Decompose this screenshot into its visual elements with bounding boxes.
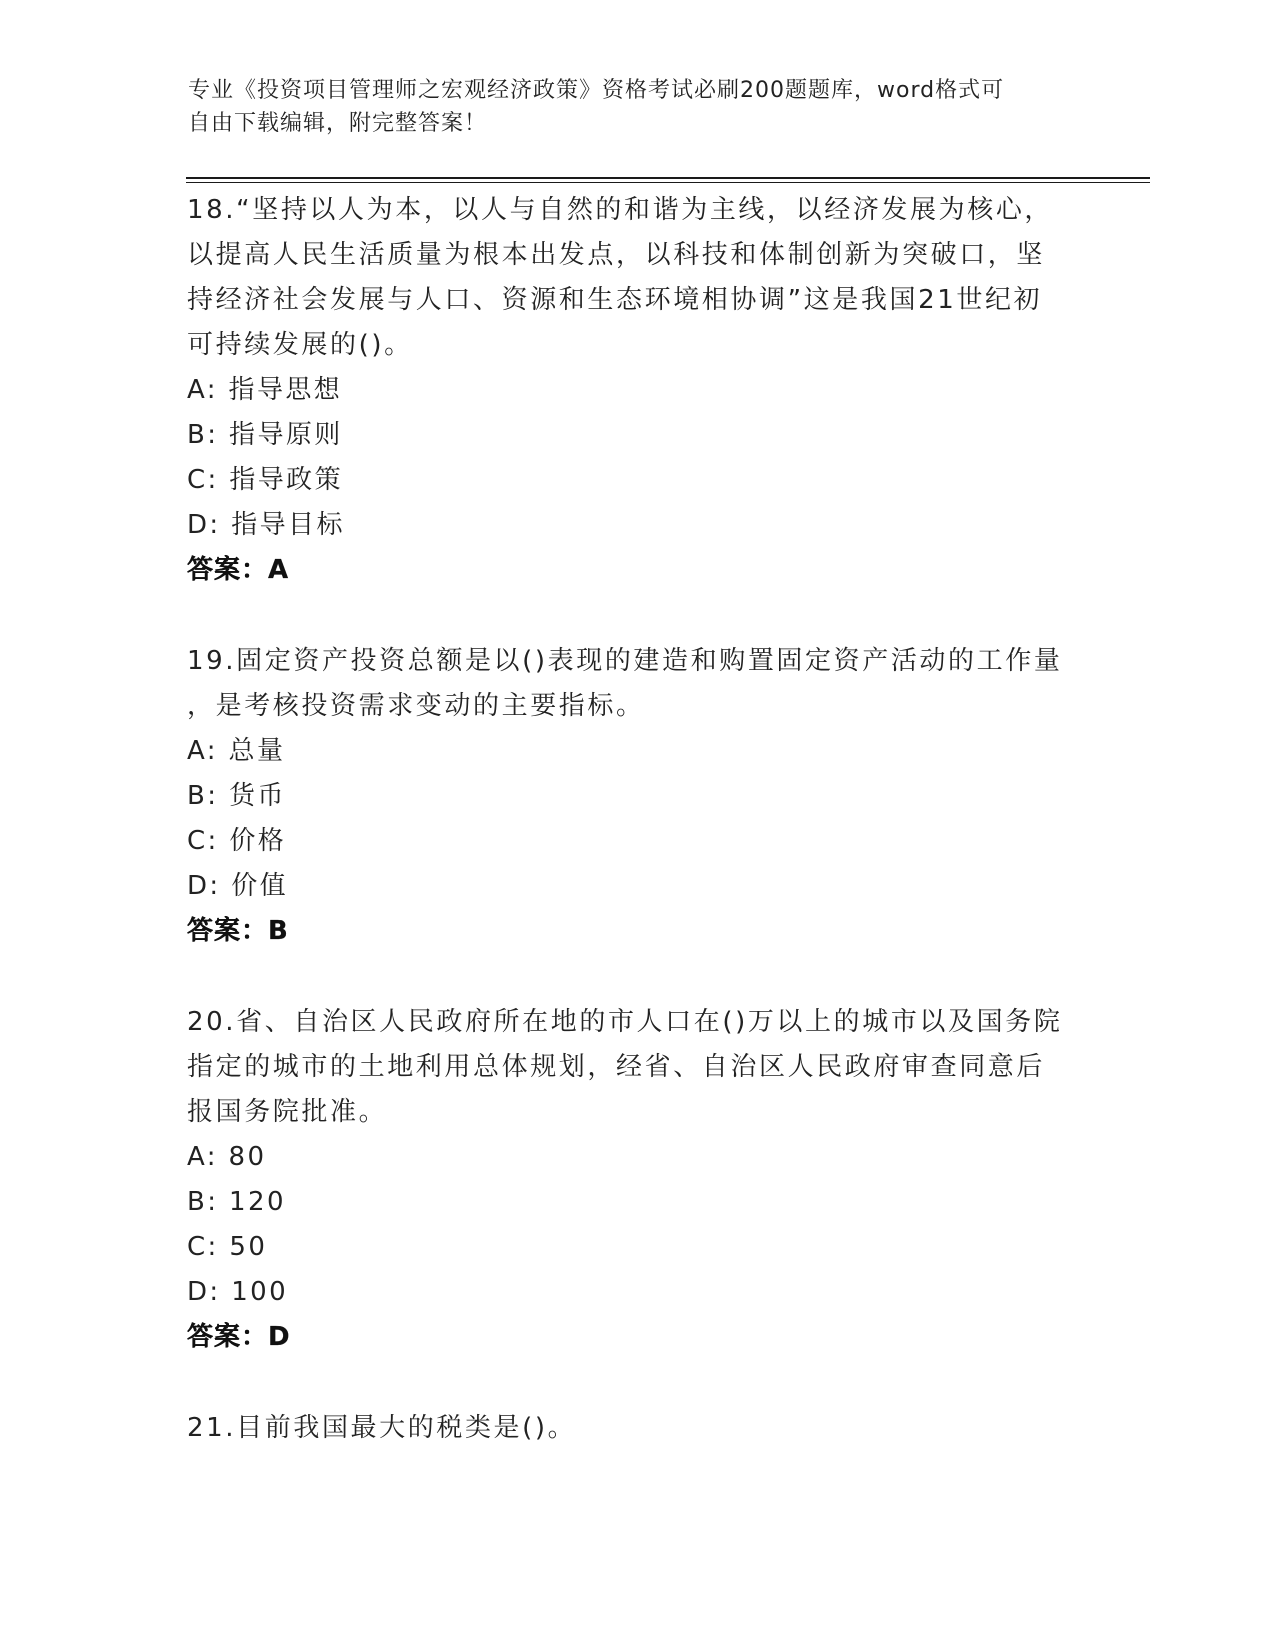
stem-line: 19.固定资产投资总额是以()表现的建造和购置固定资产活动的工作量	[187, 646, 1063, 676]
header-line-1: 专业《投资项目管理师之宏观经济政策》资格考试必刷200题题库，word格式可	[188, 78, 1005, 103]
option-d: D: 100	[187, 1277, 289, 1307]
question-21	[187, 1406, 1087, 1451]
stem-line: 指定的城市的土地利用总体规划，经省、自治区人民政府审查同意后	[187, 1052, 1046, 1082]
question-18	[187, 188, 1087, 593]
question-stem	[187, 1000, 1087, 1135]
spacer	[187, 593, 1087, 639]
option-a: A: 总量	[187, 736, 286, 766]
spacer	[187, 1360, 1087, 1406]
option-c: C: 价格	[187, 826, 287, 856]
header-rule-thin	[186, 182, 1150, 183]
option-a: A: 指导思想	[187, 375, 343, 405]
option-c: C: 指导政策	[187, 465, 343, 495]
option-b: B: 货币	[187, 781, 286, 811]
stem-line: 可持续发展的()。	[187, 330, 413, 360]
stem-line: 持经济社会发展与人口、资源和生态环境相协调”这是我国21世纪初	[187, 285, 1043, 315]
stem-line: 报国务院批准。	[187, 1097, 388, 1127]
option-d: D: 指导目标	[187, 510, 345, 540]
header-rule-thick	[186, 177, 1150, 179]
question-stem	[187, 188, 1087, 368]
question-list	[187, 188, 1087, 1451]
answer-line: 答案：D	[187, 1322, 291, 1352]
stem-line: 以提高人民生活质量为根本出发点，以科技和体制创新为突破口，坚	[187, 240, 1046, 270]
option-b: B: 指导原则	[187, 420, 343, 450]
stem-line: 20.省、自治区人民政府所在地的市人口在()万以上的城市以及国务院	[187, 1007, 1063, 1037]
answer-line: 答案：B	[187, 916, 289, 946]
option-d: D: 价值	[187, 871, 289, 901]
question-20	[187, 1000, 1087, 1360]
spacer	[187, 954, 1087, 1000]
question-19	[187, 639, 1087, 954]
answer-line: 答案：A	[187, 555, 290, 585]
stem-line: 21.目前我国最大的税类是()。	[187, 1413, 577, 1443]
question-stem	[187, 639, 1087, 729]
question-stem	[187, 1406, 1087, 1451]
stem-line: ，是考核投资需求变动的主要指标。	[187, 691, 645, 721]
document-header	[188, 74, 1068, 140]
header-line-2: 自由下载编辑，附完整答案！	[188, 111, 488, 136]
option-a: A: 80	[187, 1142, 267, 1172]
option-c: C: 50	[187, 1232, 268, 1262]
option-b: B: 120	[187, 1187, 286, 1217]
stem-line: 18.“坚持以人为本，以人与自然的和谐为主线，以经济发展为核心，	[187, 195, 1054, 225]
